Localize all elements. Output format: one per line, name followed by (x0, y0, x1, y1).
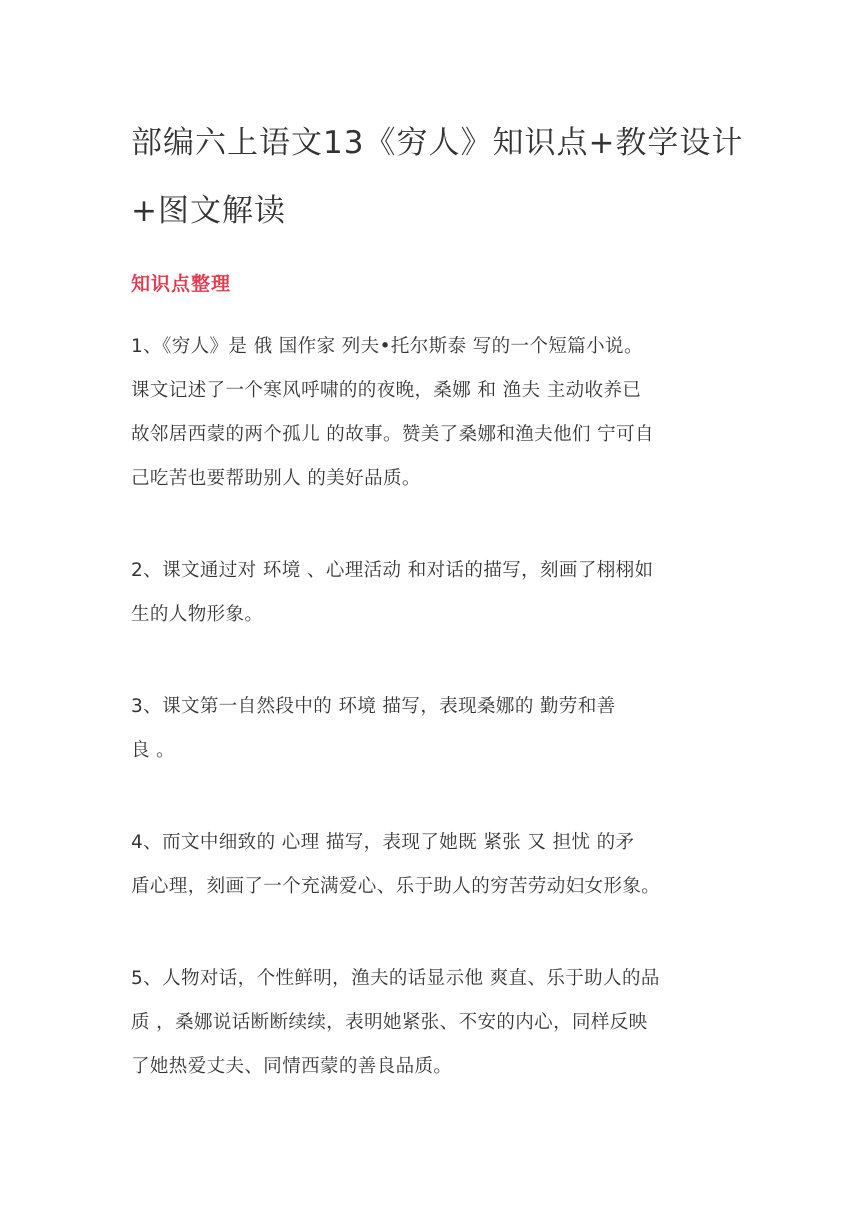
page-title-line-2: +图文解读 (131, 193, 286, 229)
paragraph-5-line: 了她热爱丈夫、同情西蒙的善良品质。 (131, 1056, 453, 1077)
paragraph-1-line: 课文记述了一个寒风呼啸的的夜晚，桑娜 和 渔夫 主动收养已 (131, 380, 642, 401)
paragraph-2-line: 生的人物形象。 (131, 604, 264, 625)
paragraph-5-line: 质 ，桑娜说话断断续续，表明她紧张、不安的内心，同样反映 (131, 1012, 648, 1033)
section-heading: 知识点整理 (131, 273, 232, 295)
paragraph-3-line: 3、课文第一自然段中的 环境 描写，表现桑娜的 勤劳和善 (131, 696, 616, 717)
paragraph-4-line: 4、而文中细致的 心理 描写，表现了她既 紧张 又 担忧 的矛 (131, 832, 635, 853)
paragraph-1-line: 故邻居西蒙的两个孤儿 的故事。赞美了桑娜和渔夫他们 宁可自 (131, 424, 654, 445)
paragraph-1-line: 1、《穷人》是 俄 国作家 列夫•托尔斯泰 写的一个短篇小说。 (131, 336, 643, 357)
paragraph-5-line: 5、人物对话，个性鲜明，渔夫的话显示他 爽直、乐于助人的品 (131, 968, 660, 989)
paragraph-1-line: 己吃苦也要帮助别人 的美好品质。 (131, 468, 421, 489)
paragraph-4-line: 盾心理，刻画了一个充满爱心、乐于助人的穷苦劳动妇女形象。 (131, 876, 661, 897)
page-title-line-1: 部编六上语文13《穷人》知识点+教学设计 (131, 125, 744, 161)
paragraph-3-line: 良 。 (131, 740, 176, 761)
paragraph-2-line: 2、课文通过对 环境 、心理活动 和对话的描写，刻画了栩栩如 (131, 560, 654, 581)
